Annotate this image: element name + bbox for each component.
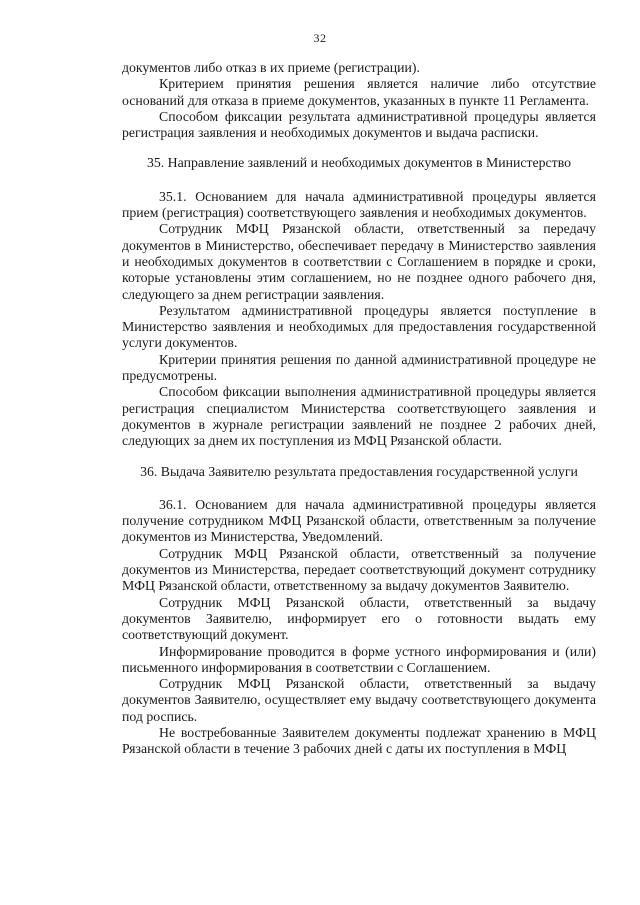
paragraph: Сотрудник МФЦ Рязанской области, ответственный за выдачу документов Заявителю, осуществляет ему выдачу соответствующего документа под роспись. <box>122 676 596 724</box>
paragraph: 35.1. Основанием для начала административной процедуры является прием (регистрация) соответствующего заявления и необходимых документов. <box>122 188 596 221</box>
paragraph: Информирование проводится в форме устного информирования и (или) письменного информирования в соответствии с Соглашением. <box>122 643 596 675</box>
paragraph: Критерием принятия решения является наличие либо отсутствие оснований для отказа в приеме документов, указанных в пункте 11 Регламента. <box>122 76 596 108</box>
paragraph: документов либо отказ в их приеме (регистрации). <box>122 60 420 75</box>
paragraph: Сотрудник МФЦ Рязанской области, ответственный за выдачу документов Заявителю, информирует его о готовности выдать ему соответствующий документ. <box>122 594 596 643</box>
paragraph: 36.1. Основанием для начала административной процедуры является получение сотрудником МФЦ Рязанской области, ответственным за получение документов из Министерства, Уведомлений. <box>122 496 596 545</box>
paragraph: Результатом административной процедуры является поступление в Министерство заявления и необходимых для предоставления государственной услуги документов. <box>122 302 596 351</box>
paragraph: Способом фиксации выполнения административной процедуры является регистрация специалистом Министерства соответствующего заявления и документов в журнале регистрации заявлений не позднее 2 рабочих дней, следующих за днем их поступления из МФЦ Рязанской области. <box>122 384 596 449</box>
page-number: 32 <box>313 31 327 45</box>
paragraph: Сотрудник МФЦ Рязанской области, ответственный за передачу документов в Министерство, обеспечивает передачу в Министерство заявления и необходимых документов в соответствии с Соглашением в порядке и сроки, которые установлены этим соглашением, но не позднее одного рабочего дня, следующего за днем регистрации заявления. <box>122 221 596 302</box>
paragraph: Способом фиксации результата административной процедуры является регистрация заявления и необходимых документов и выдача расписки. <box>122 108 596 141</box>
paragraph: Не востребованные Заявителем документы подлежат хранению в МФЦ Рязанской области в течение 3 рабочих дней с даты их поступления в МФЦ <box>122 724 596 757</box>
document-body <box>122 60 596 758</box>
section-heading: 36. Выдача Заявителю результата предоставления государственной услуги <box>140 463 578 479</box>
paragraph: Сотрудник МФЦ Рязанской области, ответственный за получение документов из Министерства, передает соответствующий документ сотруднику МФЦ Рязанской области, ответственному за выдачу документов Заявителю. <box>122 545 596 594</box>
section-heading: 35. Направление заявлений и необходимых документов в Министерство <box>146 155 572 171</box>
paragraph: Критерии принятия решения по данной административной процедуре не предусмотрены. <box>122 351 596 384</box>
